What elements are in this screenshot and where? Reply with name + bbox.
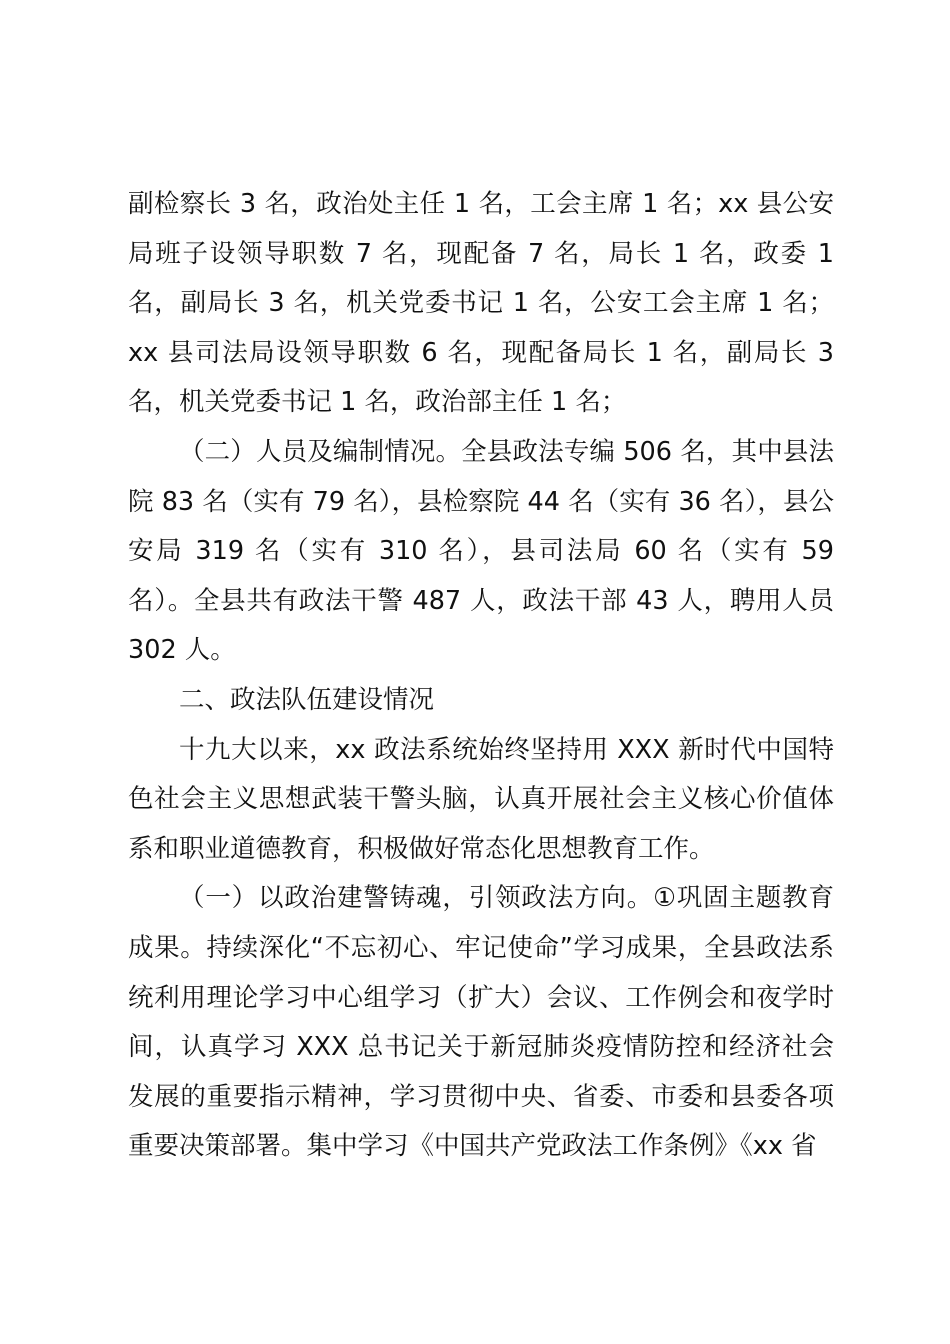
- paragraph-ideology: 十九大以来，xx 政法系统始终坚持用 XXX 新时代中国特色社会主义思想武装干警头脑，认真开展社会主义核心价值体系和职业道德教育，积极做好常态化思想教育工作。: [128, 734, 834, 864]
- paragraph-political-building: （一）以政治建警铸魂，引领政法方向。①巩固主题教育成果。持续深化“不忘初心、牢记使命”学习成果，全县政法系统利用理论学习中心组学习（扩大）会议、工作例会和夜学时间，认真学习 XXX 总书记关于新冠肺炎疫情防控和经济社会发展的重要指示精神，学习贯彻中央、省委、市委和县委各项重要决策部署。集中学习《中国共产党政法工作条例》《xx 省: [128, 883, 834, 1162]
- document-body: [128, 180, 834, 1172]
- paragraph-leadership-continued: 副检察长 3 名，政治处主任 1 名，工会主席 1 名；xx 县公安局班子设领导职数 7 名，现配备 7 名，局长 1 名，政委 1 名，副局长 3 名，机关党委书记 1 名，公安工会主席 1 名；xx 县司法局设领导职数 6 名，现配备局长 1 名，副局长 3 名，机关党委书记 1 名，政治部主任 1 名；: [128, 189, 834, 418]
- section-heading-team-building: 二、政法队伍建设情况: [179, 684, 435, 715]
- paragraph-staffing: （二）人员及编制情况。全县政法专编 506 名，其中县法院 83 名（实有 79 名），县检察院 44 名（实有 36 名），县公安局 319 名（实有 310 名），县司法局 60 名（实有 59 名）。全县共有政法干警 487 人，政法干部 43 人，聘用人员 302 人。: [128, 436, 834, 666]
